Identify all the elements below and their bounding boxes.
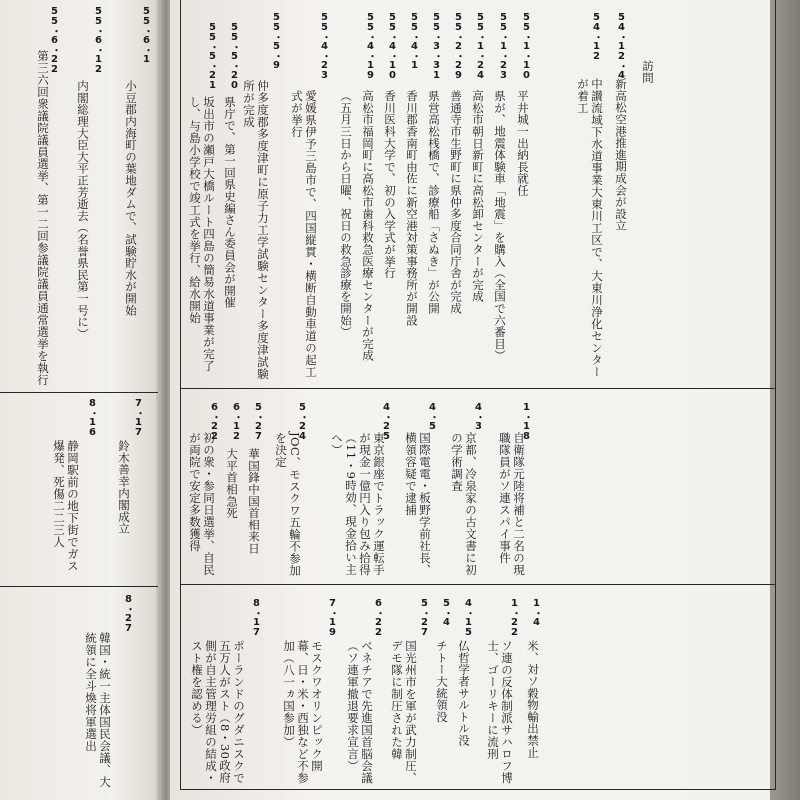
entry-text: 新高松空港推進期成会が設立: [614, 78, 628, 232]
entry-text: 仲多度郡多度津町に原子力工学試験センター多度津試験所が完成: [242, 80, 270, 380]
entry-text: 初の衆・参同日選挙、自民が両院で安定多数獲得: [188, 432, 216, 576]
entry-date: 54・12・4: [616, 12, 627, 80]
entry-date: 55・6・1: [141, 6, 152, 64]
section-divider: [180, 388, 776, 389]
entry-text: チトー大統領没: [435, 640, 449, 723]
entry-text: 平井城一出納長就任: [516, 90, 530, 197]
entry-text: 大平首相急死: [225, 448, 239, 519]
entry-date: 6・12: [231, 402, 242, 441]
entry-date: 4・3: [473, 402, 484, 431]
entry-text: モスクワオリンピック開幕、日・米・西独など不参加（八一ヵ国参加）: [282, 640, 324, 784]
entry-date: 55・1・24: [475, 12, 486, 80]
entry-date: 55・5・9: [271, 12, 282, 70]
entry-text: 県営高松桟橋で、診療船「さぬき」が公開: [427, 90, 441, 315]
entry-text: 仏哲学者サルトル没: [457, 640, 471, 747]
entry-date: 8・27: [123, 594, 134, 633]
entry-date: 55・4・10: [387, 12, 398, 80]
entry-date: 1・22: [509, 598, 520, 637]
entry-date: 55・5・20: [229, 22, 240, 90]
entry-date: 5・24: [297, 402, 308, 441]
entry-date: 55・2・29: [453, 12, 464, 80]
entry-text: 鈴木善幸内閣成立: [117, 440, 131, 535]
entry-text: 国際電電・板野学前社長、横領容疑で逮捕: [404, 432, 432, 576]
entry-text: 愛媛県伊予三島市で、四国縦貫・横断自動車道の起工式が挙行: [290, 90, 318, 378]
entry-date: 6・22: [209, 402, 220, 441]
entry-text: JOC、モスクワ五輪不参加を決定: [274, 432, 302, 577]
entry-date: 6・22: [373, 598, 384, 637]
entry-text: 高松市朝日新町に高松卸センターが完成: [471, 90, 485, 303]
entry-text: 第三六回衆議院議員選挙、第一二回参議院議員通常選挙を執行: [36, 50, 50, 386]
entry-text: 香川医科大学で、初の入学式が挙行: [383, 90, 397, 279]
entry-date: 4・25: [381, 402, 392, 441]
entry-note: （五月三日から日曜、祝日の救急診療を開始）: [339, 90, 353, 338]
entry-date: 8・16: [87, 398, 98, 437]
entry-date: 55・4・23: [319, 12, 330, 80]
entry-text: 中讃流域下水道事業大東川工区で、大東川浄化センターが着工: [576, 78, 604, 378]
entry-text: 小豆郡内海町の葉地ダムで、試験貯水が開始: [124, 80, 138, 316]
entry-text: 韓国・統一主体国民会議、大統領に全斗煥将軍選出: [84, 632, 112, 788]
entry-text: 京都、冷泉家の古文書に初の学術調査: [450, 432, 478, 576]
entry-date: 7・19: [327, 598, 338, 637]
entry-date: 5・27: [253, 402, 264, 441]
entry-text: 内閣総理大臣大平正芳逝去（名誉県民第一号に）: [76, 80, 90, 340]
entry-text: 自衛隊元陸将補と二名の現職隊員がソ連スパイ事件: [498, 432, 526, 576]
entry-date: 55・1・10: [521, 12, 532, 80]
entry-text: 県が、地震体験車「地震」を購入（全国で六番目）: [493, 90, 507, 362]
divider: [0, 392, 158, 393]
entry-date: 7・17: [133, 398, 144, 437]
entry-date: 8・17: [251, 598, 262, 637]
entry-date: 55・1・23: [498, 12, 509, 80]
entry-text: 静岡駅前の地下街でガス爆発、死傷二二三人: [52, 440, 80, 572]
entry-date: 55・4・1: [409, 12, 420, 70]
entry-date: 55・4・19: [365, 12, 376, 80]
entry-text: 善通寺市生野町に県仲多度合同庁舎が完成: [449, 90, 463, 315]
entry-date: 5・27: [419, 598, 430, 637]
entry-text: 香川郡香南町由佐に新空港対策事務所が開設: [405, 90, 419, 326]
entry-date: 55・6・22: [49, 6, 60, 74]
divider: [0, 586, 158, 587]
entry-date: 55・3・31: [431, 12, 442, 80]
entry-date: 55・6・12: [93, 6, 104, 74]
section-divider: [180, 584, 776, 585]
entry-text: 高松市福岡町に高松市歯科救急医療センターが完成: [361, 90, 375, 362]
entry-date: 4・5: [427, 402, 438, 431]
entry-text: 華国鋒中国首相来日: [247, 448, 261, 555]
entry-text: 県庁で、第一回県史編さん委員会が開催: [223, 96, 237, 309]
entry-date: 5・4: [441, 598, 452, 627]
entry-date: 4・15: [463, 598, 474, 637]
entry-text: 坂出市の瀬戸大橋ルート四島の簡易水道事業が完了し、与島小学校で竣工式を挙行、給水開始: [188, 96, 216, 372]
entry-date: 1・18: [521, 402, 532, 441]
entry-text: ベネチアで先進国首脳会議（ソ連軍撤退要求宣言）: [346, 640, 374, 784]
entry-date: 55・5・21: [207, 22, 218, 90]
entry-date: 54・12: [591, 12, 602, 61]
entry-date: 1・4: [531, 598, 542, 627]
entry-text: 米、対ソ穀物輸出禁止: [526, 640, 540, 758]
entry-text: 国光州市を軍が武力制圧、デモ隊に制圧された韓: [390, 640, 418, 784]
entry-text: 東京銀座でトラック運転手が現金一億円入り包み拾得（11・9時効、現金拾い主へ）: [330, 432, 386, 576]
entry-text: ポーランドのグダニスクで五万人がスト（8・30政府側が自主管理労組の結成・スト権を認める）: [190, 640, 246, 784]
entry-text: ソ連の反体制派サハロフ博士、ゴーリキーに流刑: [486, 640, 514, 784]
entry-prefix: 訪問: [641, 60, 655, 84]
table-left-border: [180, 0, 181, 790]
